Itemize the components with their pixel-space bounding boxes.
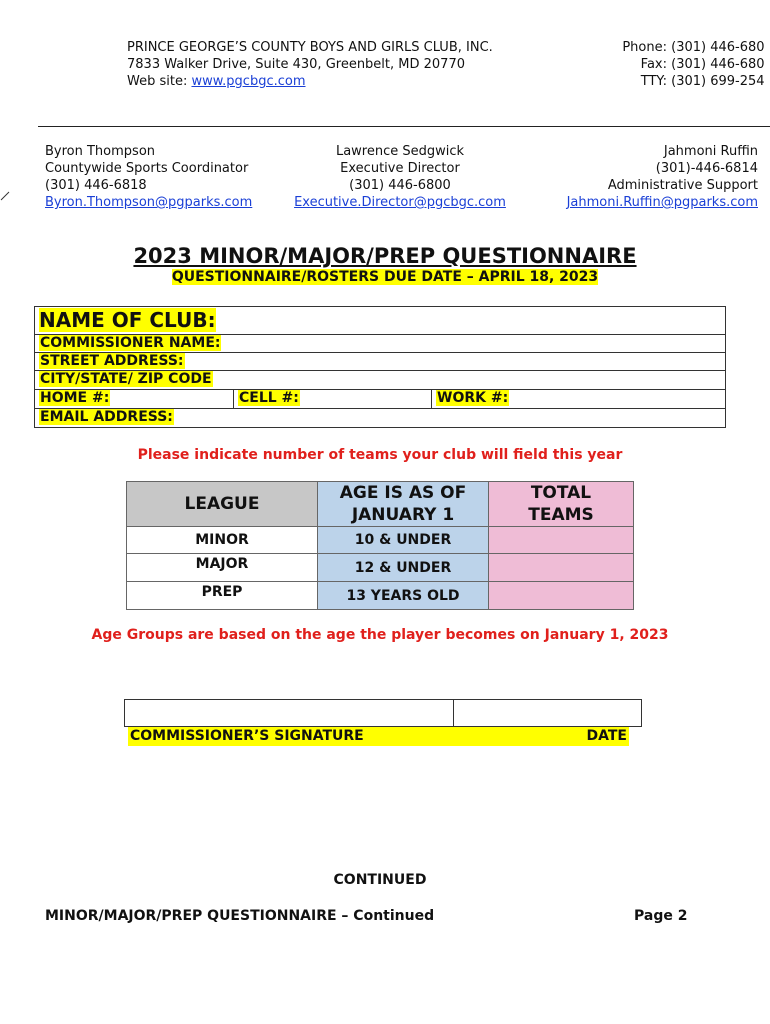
contact-title: Administrative Support <box>607 178 758 193</box>
teams-table-header <box>127 482 634 527</box>
fax-line <box>575 56 770 73</box>
date-label: DATE <box>586 728 627 744</box>
document-title-text: 2023 MINOR/MAJOR/PREP QUESTIONNAIRE <box>133 244 637 268</box>
total-teams-input[interactable] <box>489 554 634 582</box>
commissioner-name-field[interactable] <box>34 335 726 353</box>
total-teams-input[interactable] <box>489 527 634 554</box>
table-row <box>127 527 634 554</box>
contact-phone: (301) 446-6818 <box>45 178 147 193</box>
club-name-label: NAME OF CLUB: <box>39 308 216 332</box>
league-cell: MAJOR <box>127 554 318 582</box>
contact-email[interactable]: Byron.Thompson@pgparks.com <box>45 195 253 210</box>
tty-value: (301) 699-254 <box>671 74 765 89</box>
age-header: AGE IS AS OF JANUARY 1 <box>318 482 489 527</box>
table-row <box>127 582 634 610</box>
work-phone-label: WORK #: <box>437 390 509 406</box>
league-cell: MINOR <box>127 527 318 554</box>
contact-phone: (301) 446-6800 <box>349 178 451 193</box>
margin-mark <box>0 186 12 202</box>
header-divider <box>38 126 770 127</box>
age-groups-note: Age Groups are based on the age the player becomes on January 1, 2023 <box>91 627 669 643</box>
work-phone-field[interactable] <box>432 390 725 408</box>
phone-numbers-row <box>34 390 726 409</box>
commissioner-name-label: COMMISSIONER NAME: <box>40 335 221 351</box>
contact-phone: (301)-446-6814 <box>655 161 758 176</box>
email-address-label: EMAIL ADDRESS: <box>40 409 173 425</box>
contact-email[interactable]: Executive.Director@pgcbgc.com <box>294 195 506 210</box>
document-title <box>0 244 770 268</box>
age-cell: 12 & UNDER <box>318 554 489 582</box>
league-cell: PREP <box>127 582 318 610</box>
org-website <box>127 73 306 90</box>
footer-title: MINOR/MAJOR/PREP QUESTIONNAIRE – Continued <box>45 908 435 924</box>
contact-ruffin <box>567 143 758 211</box>
signature-label: COMMISSIONER’S SIGNATURE <box>130 728 364 744</box>
page-number: Page 2 <box>634 908 688 924</box>
continued-text: CONTINUED <box>333 872 427 888</box>
table-row <box>127 554 634 582</box>
contact-name: Byron Thompson <box>45 144 156 159</box>
email-address-field[interactable] <box>34 409 726 428</box>
contact-name: Lawrence Sedgwick <box>335 144 465 159</box>
home-phone-field[interactable] <box>35 390 234 408</box>
fax-label: Fax: <box>640 57 667 72</box>
signature-labels <box>128 727 629 746</box>
total-teams-input[interactable] <box>489 582 634 610</box>
phone-value: (301) 446-680 <box>671 40 765 55</box>
fax-value: (301) 446-680 <box>671 57 765 72</box>
due-date-subtitle <box>0 269 770 285</box>
total-teams-header: TOTAL TEAMS <box>489 482 634 527</box>
website-label: Web site: <box>127 74 192 89</box>
contact-email[interactable]: Jahmoni.Ruffin@pgparks.com <box>566 195 758 210</box>
age-cell: 10 & UNDER <box>318 527 489 554</box>
cell-phone-field[interactable] <box>234 390 432 408</box>
age-cell: 13 YEARS OLD <box>318 582 489 610</box>
city-state-zip-field[interactable] <box>34 371 726 390</box>
tty-label: TTY: <box>640 74 667 89</box>
due-date-text: QUESTIONNAIRE/ROSTERS DUE DATE – APRIL 18, 2023 <box>171 269 599 285</box>
teams-table <box>126 481 634 610</box>
website-link[interactable]: www.pgcbgc.com <box>191 74 306 89</box>
cell-phone-label: CELL #: <box>239 390 299 406</box>
signature-box <box>124 699 642 727</box>
phone-label: Phone: <box>622 40 667 55</box>
home-phone-label: HOME #: <box>40 390 110 406</box>
league-header: LEAGUE <box>127 482 318 527</box>
org-address: 7833 Walker Drive, Suite 430, Greenbelt, MD 20770 <box>127 57 465 72</box>
street-address-field[interactable] <box>34 353 726 371</box>
contact-title: Executive Director <box>340 161 460 176</box>
signature-field[interactable] <box>125 700 454 726</box>
date-field[interactable] <box>454 700 641 726</box>
contact-title: Countywide Sports Coordinator <box>45 161 249 176</box>
contact-sedgwick <box>270 143 530 211</box>
org-name: PRINCE GEORGE’S COUNTY BOYS AND GIRLS CLUB, INC. <box>127 40 493 55</box>
tty-line <box>575 73 770 90</box>
street-address-label: STREET ADDRESS: <box>40 353 184 369</box>
contact-thompson <box>45 143 252 211</box>
phone-line <box>575 39 770 56</box>
contact-name: Jahmoni Ruffin <box>663 144 758 159</box>
teams-instruction: Please indicate number of teams your club will field this year <box>137 447 623 463</box>
club-name-field[interactable] <box>34 306 726 335</box>
city-state-zip-label: CITY/STATE/ ZIP CODE <box>40 371 212 387</box>
